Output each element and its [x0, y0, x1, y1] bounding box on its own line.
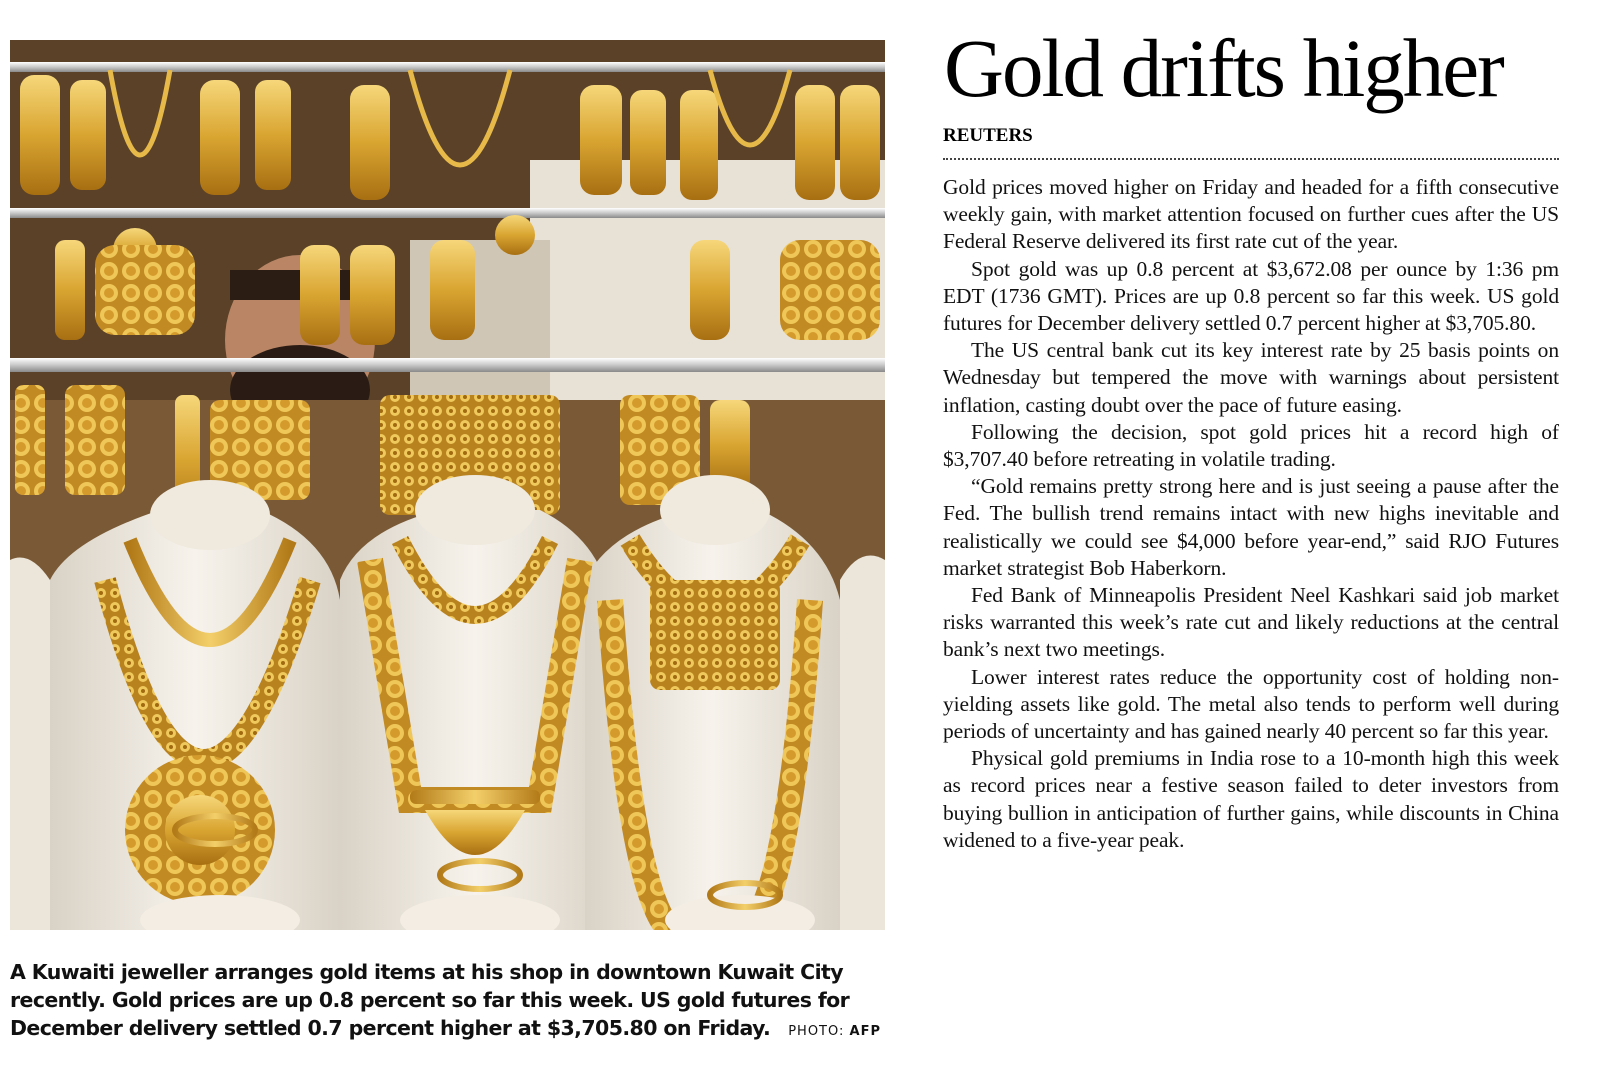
credit-source: AFP	[849, 1024, 881, 1039]
article-paragraph: Lower interest rates reduce the opportunity cost of holding non-yielding assets like gold. The metal also tends to perform well during periods of uncertainty and has gained nearly 40 percent so far this year.	[943, 664, 1559, 744]
article-byline: REUTERS	[943, 124, 1559, 160]
caption-text: A Kuwaiti jeweller arranges gold items at his shop in downtown Kuwait City recently. Gold prices are up 0.8 percent so far this week. US gold futures for December delivery settled 0.7 percent higher at $3,705.80 on Friday.	[10, 960, 850, 1040]
news-photo	[10, 40, 885, 930]
photo-credit	[788, 1024, 881, 1039]
article-paragraph: The US central bank cut its key interest rate by 25 basis points on Wednesday but tempered the move with warnings about persistent inflation, casting doubt over the pace of future easing.	[943, 338, 1559, 417]
article-paragraph: Gold prices moved higher on Friday and headed for a fifth consecutive weekly gain, with market attention focused on further cues after the US Federal Reserve delivered its first rate cut of the year.	[943, 175, 1559, 254]
article-paragraph: Fed Bank of Minneapolis President Neel Kashkari said job market risks warranted this week’s rate cut and likely reductions at the central bank’s next two meetings.	[943, 583, 1559, 662]
article-paragraph: “Gold remains pretty strong here and is just seeing a pause after the Fed. The bullish trend remains intact with new highs inevitable and realistically we could see $4,000 before year-end,” said RJO Futures market strategist Bob Haberkorn.	[943, 474, 1559, 580]
article-body	[943, 174, 1559, 854]
credit-label: PHOTO:	[788, 1024, 845, 1039]
article-headline: Gold drifts higher	[944, 22, 1503, 114]
gold-jewellery-photo	[10, 40, 885, 930]
article-paragraph: Following the decision, spot gold prices hit a record high of $3,707.40 before retreating in volatile trading.	[943, 419, 1559, 472]
photo-caption	[10, 958, 890, 1046]
article-paragraph: Physical gold premiums in India rose to a 10-month high this week as record prices near a festive season failed to deter investors from buying bullion in anticipation of further gains, while discounts in China widened to a five-year peak.	[943, 746, 1559, 852]
article-paragraph: Spot gold was up 0.8 percent at $3,672.08 per ounce by 1:36 pm EDT (1736 GMT). Prices are up 0.8 percent so far this week. US gold futures for December delivery settled 0.7 percent higher at $3,705.80.	[943, 256, 1559, 336]
